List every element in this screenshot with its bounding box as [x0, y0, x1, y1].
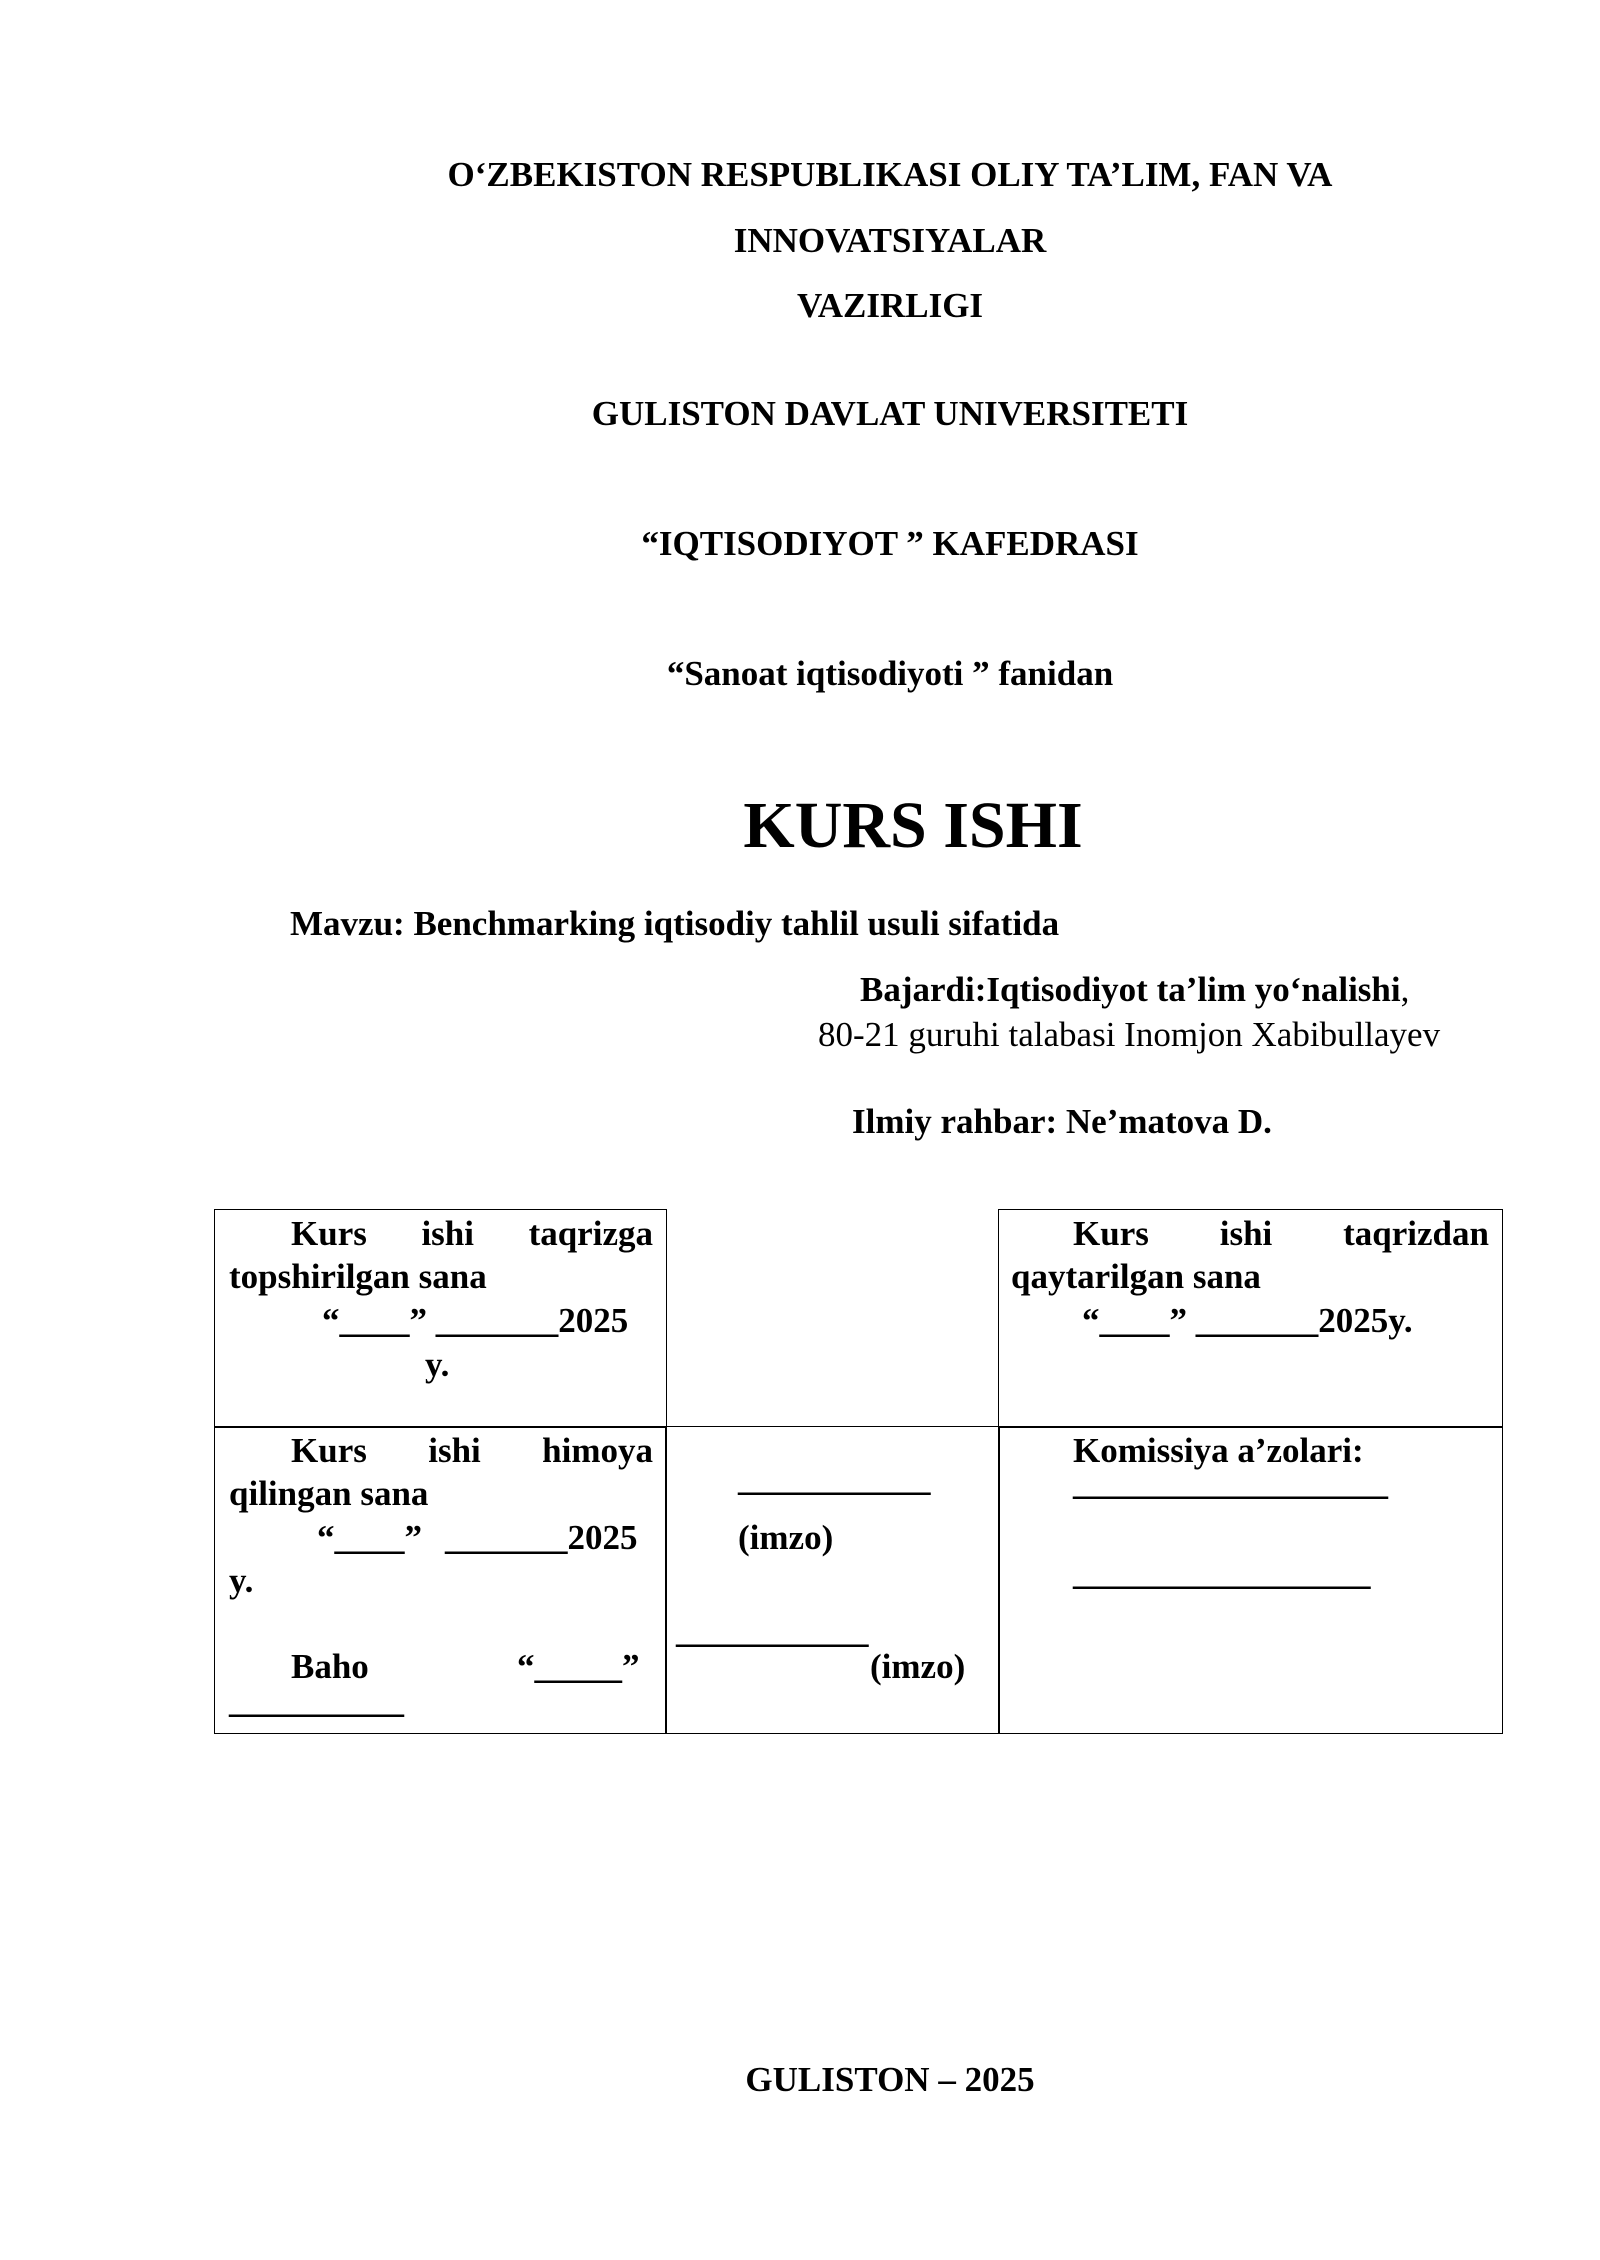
defended-date-blank: _______2025 — [445, 1518, 638, 1557]
word: ishi — [428, 1431, 481, 1470]
performer-direction: Iqtisodiyot ta’lim yo‘nalishi — [986, 970, 1401, 1009]
department-name: “IQTISODIYOT ” KAFEDRASI — [641, 524, 1139, 563]
university-name: GULISTON DAVLAT UNIVERSITETI — [591, 394, 1189, 433]
word: taqrizga — [528, 1214, 653, 1253]
footer-city-year: GULISTON – 2025 — [745, 2060, 1035, 2099]
returned-date-blank: “____” _______2025y. — [1082, 1301, 1413, 1340]
cell-commission — [998, 1426, 1503, 1734]
defended-line-2: qilingan sana — [229, 1474, 429, 1513]
signature-line-2: ___________ — [676, 1611, 869, 1650]
cell-returned-date — [998, 1209, 1503, 1428]
defended-date-quote: “____” — [317, 1518, 422, 1557]
performer-comma: , — [1400, 970, 1410, 1009]
submitted-year-suffix: y. — [425, 1345, 450, 1384]
signature-line-1: ___________ — [738, 1459, 931, 1498]
cell-submitted-date — [214, 1209, 667, 1428]
submitted-line-2: topshirilgan sana — [229, 1257, 487, 1296]
signature-label-1: (imzo) — [738, 1518, 834, 1557]
word: Kurs — [291, 1214, 367, 1253]
word: ishi — [1219, 1214, 1273, 1253]
returned-line-2: qaytarilgan sana — [1011, 1257, 1261, 1296]
returned-line-1 — [1011, 1214, 1489, 1254]
submitted-date-blank: “____” _______2025 — [322, 1301, 629, 1340]
signature-label-2: (imzo) — [870, 1647, 966, 1686]
commission-line-1: __________________ — [1073, 1463, 1388, 1502]
grade-value: “_____” — [517, 1647, 640, 1686]
submitted-line-1 — [229, 1214, 653, 1254]
ministry-line-2: INNOVATSIYALAR — [733, 221, 1047, 260]
cell-defended-date — [214, 1426, 667, 1734]
commission-label: Komissiya a’zolari: — [1073, 1431, 1364, 1470]
commission-line-2: _________________ — [1073, 1553, 1371, 1592]
supervisor: Ilmiy rahbar: Ne’matova D. — [852, 1102, 1272, 1141]
word: Kurs — [291, 1431, 367, 1470]
performer-line — [860, 970, 1409, 1010]
word: taqrizdan — [1343, 1214, 1489, 1253]
cell-signatures — [665, 1426, 1000, 1734]
performer-label: Bajardi: — [860, 970, 987, 1009]
word: Kurs — [1073, 1214, 1149, 1253]
ministry-line-1: O‘ZBEKISTON RESPUBLIKASI OLIY TA’LIM, FAN VA — [447, 155, 1333, 194]
word: himoya — [542, 1431, 653, 1470]
grade-line: __________ — [229, 1681, 404, 1720]
defended-year-suffix: y. — [229, 1561, 254, 1600]
performer-student: 80-21 guruhi talabasi Inomjon Xabibullayev — [818, 1015, 1441, 1054]
document-title: KURS ISHI — [743, 789, 1083, 862]
word: ishi — [421, 1214, 474, 1253]
grade-label: Baho — [291, 1647, 369, 1686]
subject-name: “Sanoat iqtisodiyoti ” fanidan — [666, 654, 1114, 693]
ministry-line-3: VAZIRLIGI — [796, 286, 984, 325]
defended-line-1 — [229, 1431, 653, 1471]
topic: Mavzu: Benchmarking iqtisodiy tahlil usuli sifatida — [290, 904, 1060, 943]
